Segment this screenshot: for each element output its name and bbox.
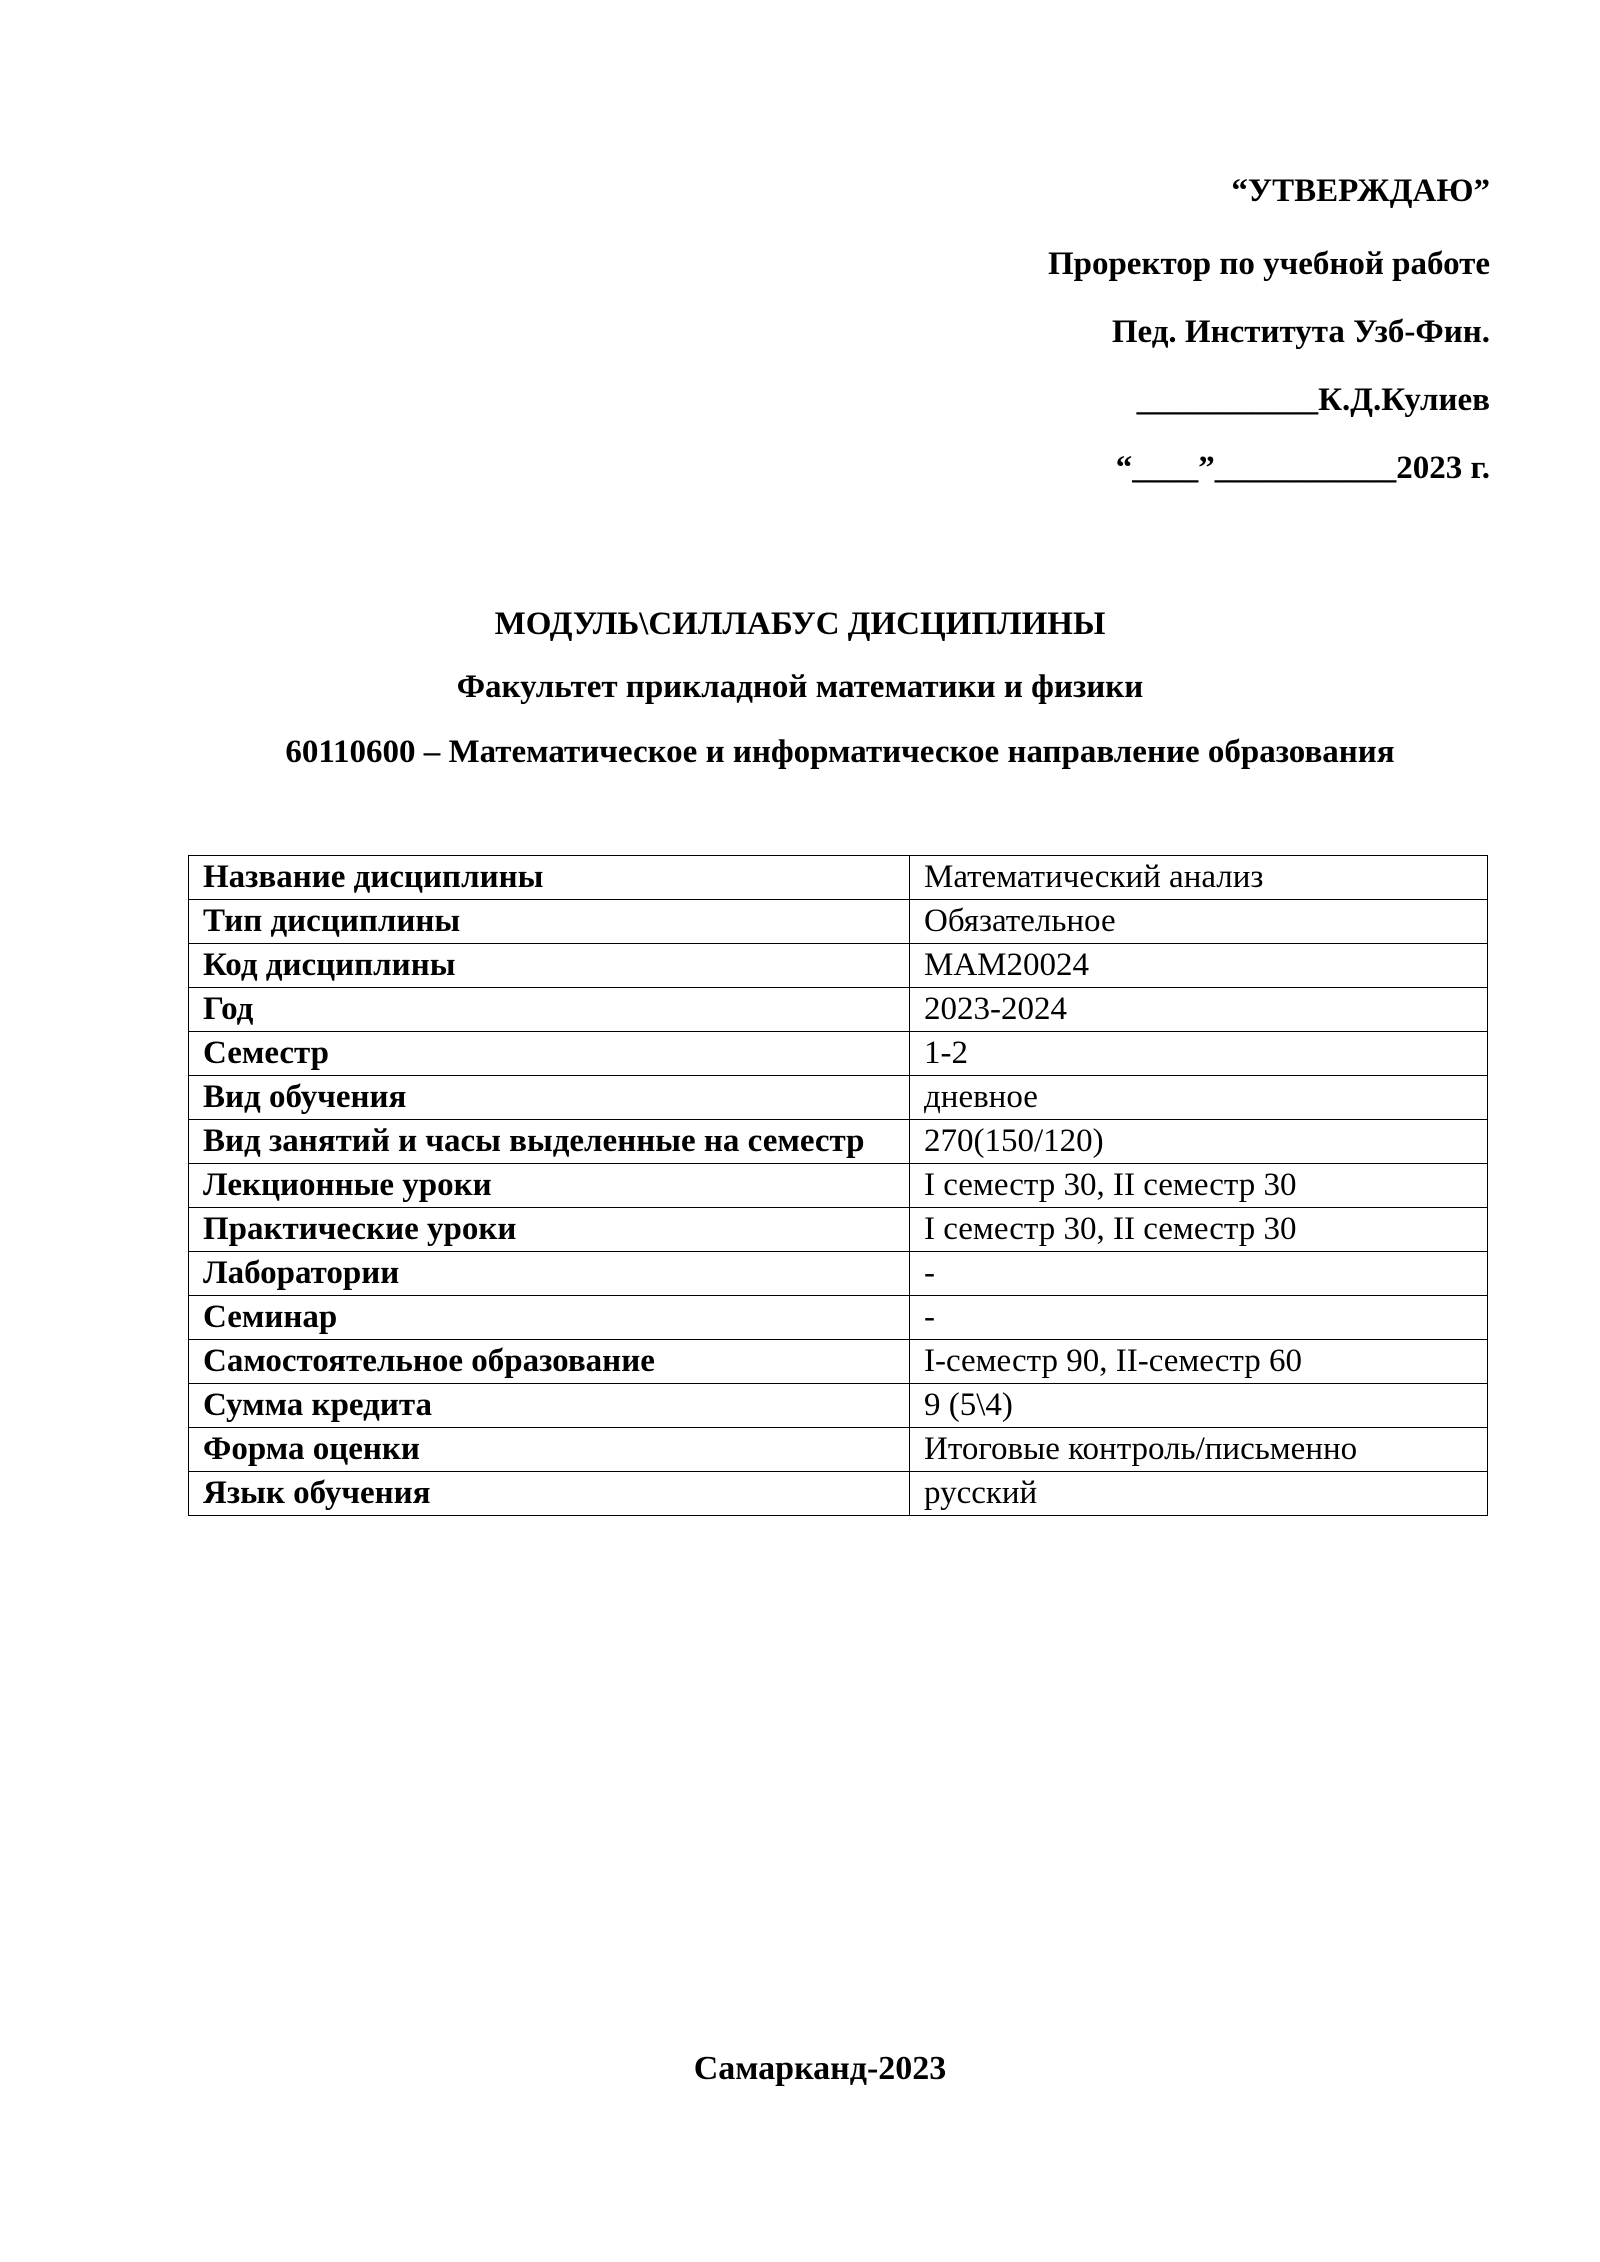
row-key: Вид занятий и часы выделенные на семестр	[189, 1120, 910, 1164]
approval-date-line: “____”___________2023 г.	[1115, 450, 1490, 486]
table-row	[189, 1296, 1488, 1340]
city-year-footer: Самарканд-2023	[693, 2050, 947, 2087]
row-value: I семестр 30, II семестр 30	[910, 1164, 1488, 1208]
row-key: Год	[189, 988, 910, 1032]
approval-institution: Пед. Института Узб-Фин.	[1111, 314, 1490, 350]
discipline-info-table	[188, 855, 1488, 1516]
table-row	[189, 1120, 1488, 1164]
table-row	[189, 1208, 1488, 1252]
document-heading	[0, 608, 1600, 769]
row-key: Тип дисциплины	[189, 900, 910, 944]
row-value: 9 (5\4)	[910, 1384, 1488, 1428]
row-key: Семестр	[189, 1032, 910, 1076]
table-row	[189, 944, 1488, 988]
faculty-name: Факультет прикладной математики и физики	[456, 669, 1144, 705]
table-row	[189, 1428, 1488, 1472]
row-value: 2023-2024	[910, 988, 1488, 1032]
table-row	[189, 1340, 1488, 1384]
table-row	[189, 988, 1488, 1032]
table-row	[189, 1384, 1488, 1428]
row-key: Лаборатории	[189, 1252, 910, 1296]
row-key: Лекционные уроки	[189, 1164, 910, 1208]
row-value: русский	[910, 1472, 1488, 1516]
row-value: -	[910, 1296, 1488, 1340]
row-value: дневное	[910, 1076, 1488, 1120]
row-key: Название дисциплины	[189, 856, 910, 900]
row-key: Семинар	[189, 1296, 910, 1340]
row-key: Код дисциплины	[189, 944, 910, 988]
table-row	[189, 1252, 1488, 1296]
row-key: Язык обучения	[189, 1472, 910, 1516]
row-value: Итоговые контроль/письменно	[910, 1428, 1488, 1472]
approval-block	[1048, 175, 1490, 485]
table-row	[189, 900, 1488, 944]
row-value: I-семестр 90, II-семестр 60	[910, 1340, 1488, 1384]
row-key: Форма оценки	[189, 1428, 910, 1472]
table-row	[189, 1472, 1488, 1516]
row-value: -	[910, 1252, 1488, 1296]
table-row	[189, 1032, 1488, 1076]
table-row	[189, 1164, 1488, 1208]
row-key: Вид обучения	[189, 1076, 910, 1120]
row-value: Математический анализ	[910, 856, 1488, 900]
approval-position: Проректор по учебной работе	[1047, 246, 1490, 282]
row-value: Обязательное	[910, 900, 1488, 944]
approval-title: “УТВЕРЖДАЮ”	[1231, 173, 1490, 209]
row-value: I семестр 30, II семестр 30	[910, 1208, 1488, 1252]
row-key: Самостоятельное образование	[189, 1340, 910, 1384]
direction-name: 60110600 – Математическое и информатическое направление образования	[285, 734, 1395, 770]
row-value: MAM20024	[910, 944, 1488, 988]
row-key: Сумма кредита	[189, 1384, 910, 1428]
syllabus-title: МОДУЛЬ\СИЛЛАБУС ДИСЦИПЛИНЫ	[494, 606, 1106, 642]
row-key: Практические уроки	[189, 1208, 910, 1252]
approval-signature-line: ___________К.Д.Кулиев	[1136, 382, 1490, 418]
table-row	[189, 856, 1488, 900]
table-row	[189, 1076, 1488, 1120]
row-value: 1-2	[910, 1032, 1488, 1076]
row-value: 270(150/120)	[910, 1120, 1488, 1164]
